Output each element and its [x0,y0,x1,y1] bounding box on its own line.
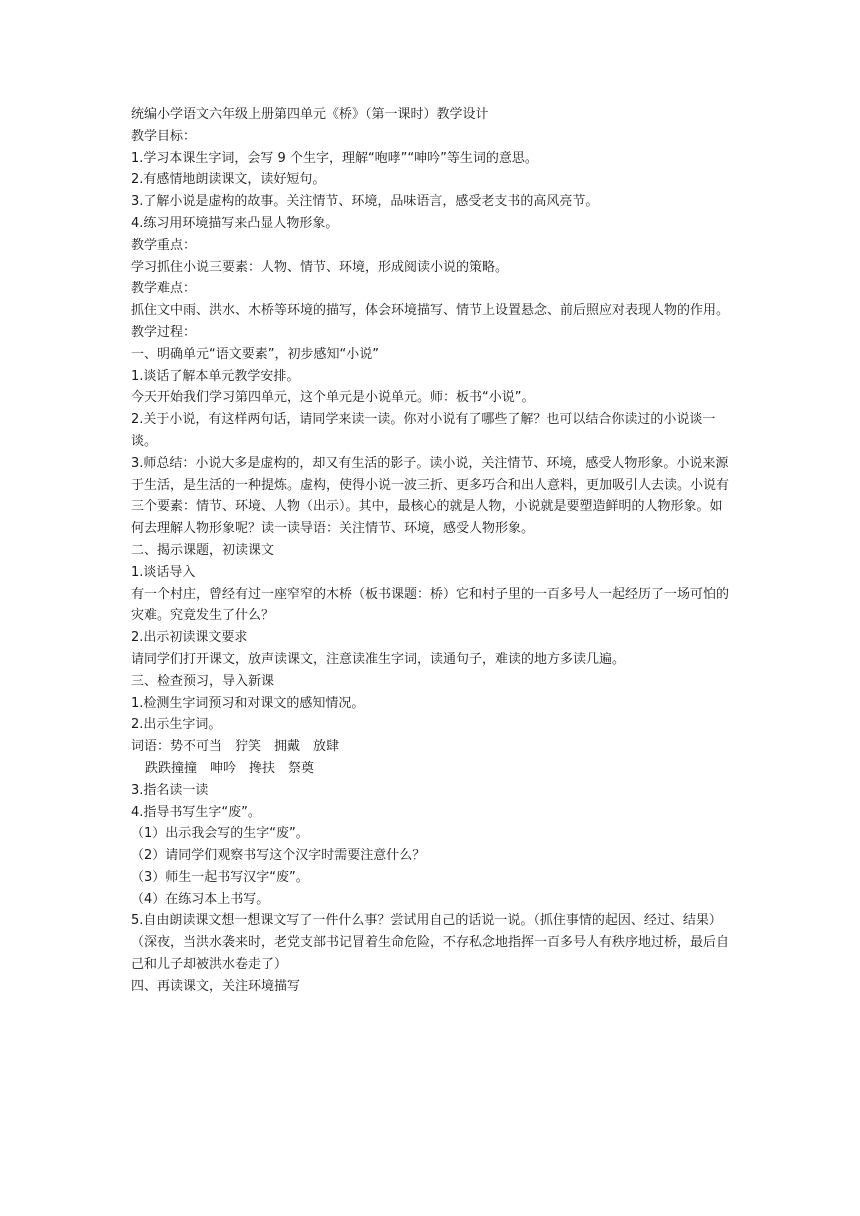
step-item: 1.谈话导入 [131,564,196,580]
document-body [131,104,731,998]
step-item: 1.检测生字词预习和对课文的感知情况。 [131,695,365,711]
document-title: 统编小学语文六年级上册第四单元《桥》（第一课时）教学设计 [131,107,489,122]
step-item: 5.自由朗读课文想一想课文写了一件什么事？尝试用自己的话说一说。（抓住事情的起因、经过、结果） [131,913,722,929]
step-item: 2.关于小说，有这样两句话，请同学来读一读。你对小说有了哪些了解？也可以结合你读过的小说谈一谈。 [131,412,716,449]
sub-step-item: （3）师生一起书写汉字“废”。 [131,869,309,885]
sub-step-item: （2）请同学们观察书写这个汉字时需要注意什么？ [131,848,426,864]
sub-step-item: （4）在练习本上书写。 [131,891,270,907]
section-heading-difficulties: 教学难点： [131,281,197,297]
step-item: 2.出示初读课文要求 [131,630,248,646]
objective-item: 4.练习用环境描写来凸显人物形象。 [131,215,339,231]
sub-step-item: （1）出示我会写的生字“废”。 [131,826,309,842]
section-heading-objectives: 教学目标： [131,128,197,144]
section-heading-process: 教学过程： [131,324,197,340]
part-heading: 二、揭示课题，初读课文 [131,542,275,558]
vocabulary-line: 词语：势不可当 狞笑 拥戴 放肆 [131,739,340,755]
part-heading: 四、再读课文，关注环境描写 [131,978,301,994]
objective-item: 3.了解小说是虚构的故事。关注情节、环境，品味语言，感受老支书的高风亮节。 [131,194,599,210]
paragraph: 请同学们打开课文，放声读课文，注意读准生字词，读通句子，难读的地方多读几遍。 [131,651,626,667]
paragraph: 抓住文中雨、洪水、木桥等环境的描写，体会环境描写、情节上设置悬念、前后照应对表现人物的作用。 [131,303,730,319]
section-heading-key-points: 教学重点： [131,237,197,253]
step-item: 3.指名读一读 [131,782,209,798]
step-item: 1.谈话了解本单元教学安排。 [131,368,300,384]
paragraph: （深夜，当洪水袭来时，老党支部书记冒着生命危险，不存私念地指挥一百多号人有秩序地过桥，最后自己和儿子却被洪水卷走了） [131,935,730,973]
paragraph: 有一个村庄，曾经有过一座窄窄的木桥（板书课题：桥）它和村子里的一百多号人一起经历了一场可怕的灾难。究竟发生了什么？ [131,586,730,624]
step-item: 3.师总结：小说大多是虚构的，却又有生活的影子。读小说，关注情节、环境，感受人物形象。小说来源于生活，是生活的一种提炼。虚构，使得小说一波三折、更多巧合和出人意料，更加吸引人去读。小说有三个要素：情节、环境、人物（出示）。其中，最核心的就是人物，小说就是要塑造鲜明的人物形象。如何去理解人物形象呢？读一读导语：关注情节、环境，感受人物形象。 [131,455,730,537]
paragraph: 学习抓住小说三要素：人物、情节、环境，形成阅读小说的策略。 [131,259,509,275]
part-heading: 一、明确单元“语文要素”，初步感知“小说” [131,346,379,362]
objective-item: 2.有感情地朗读课文，读好短句。 [131,172,326,188]
vocabulary-line: 跌跌撞撞 呻吟 搀扶 祭奠 [145,760,315,776]
objective-item: 1.学习本课生字词，会写 9 个生字，理解“咆哮”“呻吟”等生词的意思。 [131,150,538,166]
part-heading: 三、检查预习，导入新课 [131,673,275,689]
step-item: 4.指导书写生字“废”。 [131,804,261,820]
paragraph: 今天开始我们学习第四单元，这个单元是小说单元。师：板书“小说”。 [131,390,535,406]
step-item: 2.出示生字词。 [131,717,222,733]
